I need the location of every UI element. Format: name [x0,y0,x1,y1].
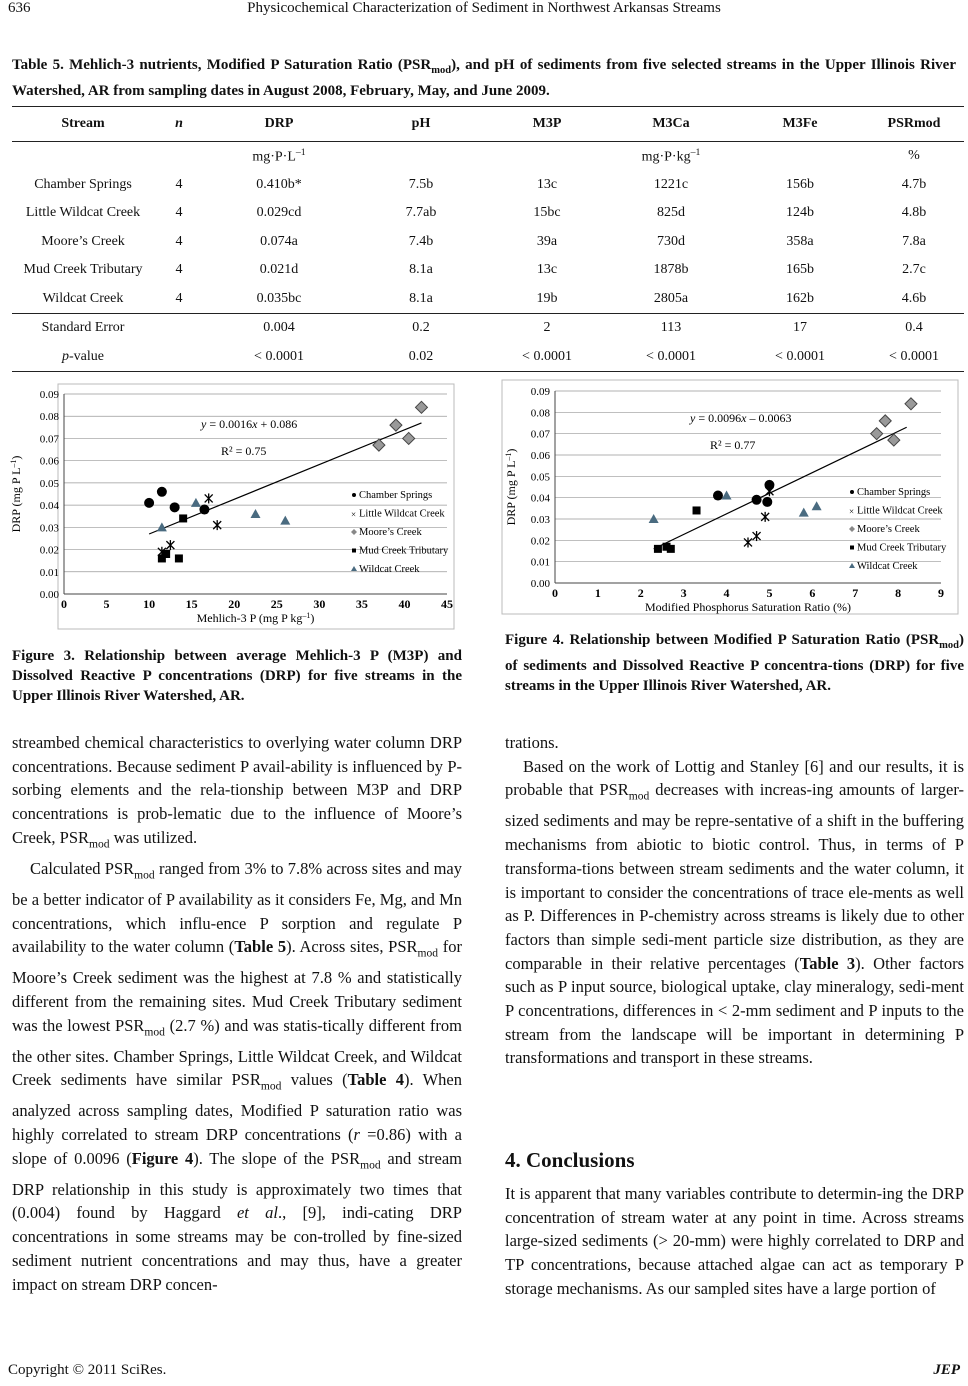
data-point [654,545,662,553]
data-point [175,554,183,562]
table-cell: < 0.0001 [606,343,736,372]
table-cell: < 0.0001 [864,343,964,372]
y-axis-label: DRP (mg P $L^{-1}$) [8,455,23,533]
column-header: M3P [488,107,606,142]
legend-marker [850,546,854,550]
table-cell: 0.004 [204,314,354,343]
legend-label: Wildcat Creek [359,564,420,575]
data-point [162,550,170,558]
x-tick-label: 0 [552,586,558,600]
table-cell: 4 [175,205,183,221]
data-point [762,497,772,507]
y-tick-label: 0.02 [39,544,59,557]
table-cell: 17 [736,314,864,343]
data-point [144,498,154,508]
table-cell: 4 [175,290,183,306]
x-tick-label: 5 [103,597,110,611]
table-cell [154,343,204,372]
column-header: M3Ca [606,107,736,142]
column-header: Stream [12,107,154,142]
table-row [12,314,964,343]
table-cell: 7.5b [408,176,434,192]
table-cell: 730d [657,233,685,249]
table-cell [736,142,864,171]
table-cell: 4.8b [901,205,927,221]
table-cell: 2805a [653,290,689,306]
table-header-row [12,107,964,142]
y-tick-label: 0.09 [530,386,550,398]
table-row [12,256,964,285]
x-tick-label: 8 [895,586,902,600]
table-row [12,228,964,257]
table-cell: 7.4b [408,233,434,249]
table-cell: 13c [536,176,558,192]
x-tick-label: 3 [680,586,687,600]
y-tick-label: 0.07 [530,428,550,441]
column-header: n [154,107,204,142]
table-cell: 4 [175,233,183,249]
y-tick-label: 0.04 [39,500,59,513]
table-cell: 8.1a [409,262,433,278]
y-tick-label: 0.00 [39,589,59,601]
r-squared: R² = 0.75 [221,444,267,458]
table-cell: Standard Error [12,314,154,343]
table5 [12,106,964,372]
x-tick-label: 0 [61,597,67,611]
legend-marker [850,490,854,494]
table-cell: < 0.0001 [204,343,354,372]
page-number: 636 [8,0,31,16]
table-cell: Mud Creek Tributary [23,262,143,278]
table-cell: < 0.0001 [736,343,864,372]
r-squared: R² = 0.77 [710,438,756,452]
right-paragraph-0: trations. [505,733,559,752]
y-tick-label: 0.06 [530,450,550,462]
data-point [693,506,701,514]
figure3-caption: Figure 3. Relationship between average Mehlich-3 P (M3P) and Dissolved Reactive P concentrations (DRP) for five streams in the Upper Illinois River Watershed, AR. [12,648,462,704]
y-tick-label: 0.08 [39,411,59,424]
y-tick-label: 0.05 [530,471,550,484]
table-cell: 13c [536,262,558,278]
y-tick-label: 0.07 [39,433,59,446]
table-cell [154,142,204,171]
table-cell: 0.074a [260,233,298,249]
table5-caption: Table 5. Mehlich-3 nutrients, Modified P Saturation Ratio $(PSR_{mod})$, and pH of sediments from five selected streams in the Upper Illinois River Watershed, AR from sampling dates in August 2008, February, May, and June 2009. [12,57,956,99]
data-point [179,514,187,522]
legend-marker [352,493,356,497]
figure3-chart [6,382,456,639]
column-header: DRP [204,107,354,142]
right-column-conclusions [505,1182,964,1301]
y-tick-label: 0.02 [530,535,550,548]
y-axis-label: DRP (mg P $L^{-1}$) [503,448,518,526]
right-paragraph-1: Based on the work of Lottig and Stanley [6] and our results, it is probable that $PSR_{mod}$ decreases with increas-ing amounts of larger-sized sediments and may be repre-sentative of a shift in the buffering mechanisms from abiotic to biotic control. Thus, in terms of P transforma-tions between stream sediments and the water column, it is important to consider the concentrations of trace ele-ments as well as P. Differences in P-chemistry across streams is likely due to other factors than simple sedi-ment particle size distribution, as they are comparable in their relative percentages (Table 3). Other factors such as P input source, biological uptake, clay mineralogy, sedi-ment P concentrations, differences in < 2-mm sediment and P inputs to the stream from the landscape will be important in determining P transformations and transport in these streams. [505,756,964,1068]
running-title: Physicochemical Characterization of Sediment in Northwest Arkansas Streams [247,0,721,16]
table-cell: 113 [606,314,736,343]
table-cell [354,142,488,171]
y-tick-label: 0.01 [530,556,550,569]
data-point [713,491,723,501]
legend-marker: × [351,509,357,520]
x-tick-label: 25 [270,597,283,611]
table-cell: 2.7c [902,262,926,278]
table-cell: 4 [175,176,183,192]
column-header: PSRmod [864,107,964,142]
x-tick-label: 35 [355,597,368,611]
table-row [12,171,964,200]
table-cell: 0.2 [354,314,488,343]
table-cell: 0.029cd [256,205,302,221]
section-title: 4. Conclusions [505,1148,635,1172]
y-tick-label: 0.01 [39,566,59,579]
x-tick-label: 20 [228,597,241,611]
x-tick-label: 40 [398,597,411,611]
legend-label: Chamber Springs [857,487,931,498]
table-cell: $mg\cdot P\cdot kg^{-1}$ [641,146,701,165]
legend-label: Wildcat Creek [857,561,918,572]
legend-label: Chamber Springs [359,490,433,501]
x-tick-label: 15 [185,597,198,611]
x-tick-label: 10 [143,597,156,611]
table-cell: 39a [536,233,558,249]
data-point [170,502,180,512]
legend-label: Moore’s Creek [857,524,920,535]
footer-journal: JEP [933,1362,960,1378]
table-cell: < 0.0001 [488,343,606,372]
table-cell: 358a [786,233,814,249]
legend-label: Mud Creek Tributary [857,542,947,554]
table-cell [154,314,204,343]
x-tick-label: 30 [313,597,326,611]
table-cell: 4 [175,262,183,278]
y-tick-label: 0.06 [39,455,59,468]
table-cell: 156b [786,176,814,192]
table-cell: 165b [786,262,814,278]
x-tick-label: 5 [766,586,773,600]
data-point [752,495,762,505]
y-tick-label: 0.05 [39,477,59,490]
figure4-caption: Figure 4. Relationship between Modified P Saturation Ratio $(PSR_{mod})$ of sediments and Dissolved Reactive P concentra-tions (DRP) for five streams in the Upper Illinois River Watershed, AR. [505,632,964,694]
y-tick-label: 0.04 [530,492,550,505]
y-tick-label: 0.00 [530,578,550,590]
x-tick-label: 9 [938,586,944,600]
footer-copyright: Copyright © 2011 SciRes. [8,1362,167,1378]
table-cell: 162b [786,290,814,306]
data-point [157,487,167,497]
table-cell: 15bc [533,205,561,221]
table-row [12,199,964,228]
table-cell: 7.7ab [405,205,437,221]
table-cell: p-value [12,343,154,372]
data-point [667,545,675,553]
x-axis-label: Modified Phosphorus Saturation Ratio (%) [645,600,851,614]
x-tick-label: 1 [594,586,601,600]
y-tick-label: 0.03 [39,522,59,535]
table-row [12,285,964,314]
table-cell: 1878b [653,262,689,278]
column-header: pH [354,107,488,142]
table-cell: Wildcat Creek [42,290,124,306]
units-row [12,142,964,171]
left-paragraph-2: Calculated $PSR_{mod}$ ranged from 3% to 7.8% across sites and may be a better indicator of P availability as it considers Fe, Mg, and Mn concentrations, which influ-ence P sorption and regulate P availability to the water column (Table 5). Across sites, $PSR_{mod}$ for Moore’s Creek sediment was the highest at 7.8 % and statistically different from the remaining sites. Mud Creek Tributary sediment was the lowest $PSR_{mod}$ (2.7 %) and was statis-tically different from the other sites. Chamber Springs, Little Wildcat Creek, and Wildcat Creek sediments have similar $PSR_{mod}$ values (Table 4). When analyzed across sampling dates, Modified P saturation ratio was highly correlated to stream DRP concentrations (r =0.86) with a slope of 0.0096 (Figure 4). The slope of the $PSR_{mod}$ and stream DRP relationship in this study is approximately two times that (0.004) found by Haggard et al., [9], indi-cating DRP concentrations in some streams may be con-trolled by fine-sized sediment nutrient concentrations and may thus, have a greater impact on stream DRP concen- [12,858,463,1294]
table-cell [12,142,154,171]
table-cell: 4.7b [901,176,927,192]
table-cell: Moore’s Creek [41,233,125,249]
table-cell: Chamber Springs [34,176,132,192]
table-cell: 4.6b [901,290,927,306]
y-tick-label: 0.03 [530,514,550,526]
data-point [199,505,209,515]
x-tick-label: 2 [637,586,644,600]
table-cell: 19b [536,290,558,306]
table-cell: 825d [657,205,685,221]
table-cell: 124b [786,205,814,221]
table-cell: 0.021d [259,262,299,278]
table-cell: % [908,148,920,164]
table-cell: $mg\cdot P\cdot L^{-1}$ [252,146,306,165]
table-cell: 0.4 [864,314,964,343]
regression-equation: y = 0.0016x + 0.086 [201,417,298,431]
table-cell: 0.410b* [256,176,302,192]
figure4-chart [500,378,960,621]
table-cell: 0.035bc [256,290,302,306]
table-cell: 8.1a [409,290,433,306]
table-cell: 1221c [653,176,689,192]
legend-marker [352,549,356,553]
table-cell [488,142,606,171]
x-tick-label: 6 [809,586,816,600]
right-column-text [505,731,964,1070]
x-axis-label: Mehlich-3 P (mg P $kg^{-1}$) [196,610,315,625]
table-cell: 2 [488,314,606,343]
x-tick-label: 4 [723,586,730,600]
x-tick-label: 45 [441,597,453,611]
table-cell: 7.8a [902,233,926,249]
y-tick-label: 0.08 [530,407,550,420]
regression-equation: y = 0.0096x – 0.0063 [690,411,792,425]
table-row [12,343,964,372]
left-column-text [12,731,462,1296]
legend-label: Moore’s Creek [359,527,422,538]
left-paragraph-1: streambed chemical characteristics to overlying water column DRP concentrations. Because sediment P avail-ability is influenced by P-sorbing elements and the rela-tionship between M3P and DRP concentrations is prob-lematic due to the influence of Moore’s Creek, $PSR_{mod}$ was utilized. [12,733,462,851]
x-tick-label: 7 [852,586,859,600]
legend-label: Little Wildcat Creek [857,505,943,517]
column-header: M3Fe [736,107,864,142]
table-cell: 0.02 [354,343,488,372]
y-tick-label: 0.09 [39,389,59,401]
legend-marker: × [849,506,855,517]
right-paragraph-2: It is apparent that many variables contribute to determin-ing the DRP concentration of stream water at any point in time. Across streams large-sized sediments (> 20-mm) were highly correlated to DRP and TP concentrations, because attached algae can act as temporary P storage mechanisms. As our sampled sites have a large portion of [505,1184,964,1298]
figure3-svg [6,382,456,634]
legend-label: Little Wildcat Creek [359,508,445,520]
legend-label: Mud Creek Tributary [359,545,449,557]
figure4-svg [500,378,960,616]
table-cell: Little Wildcat Creek [25,205,141,221]
